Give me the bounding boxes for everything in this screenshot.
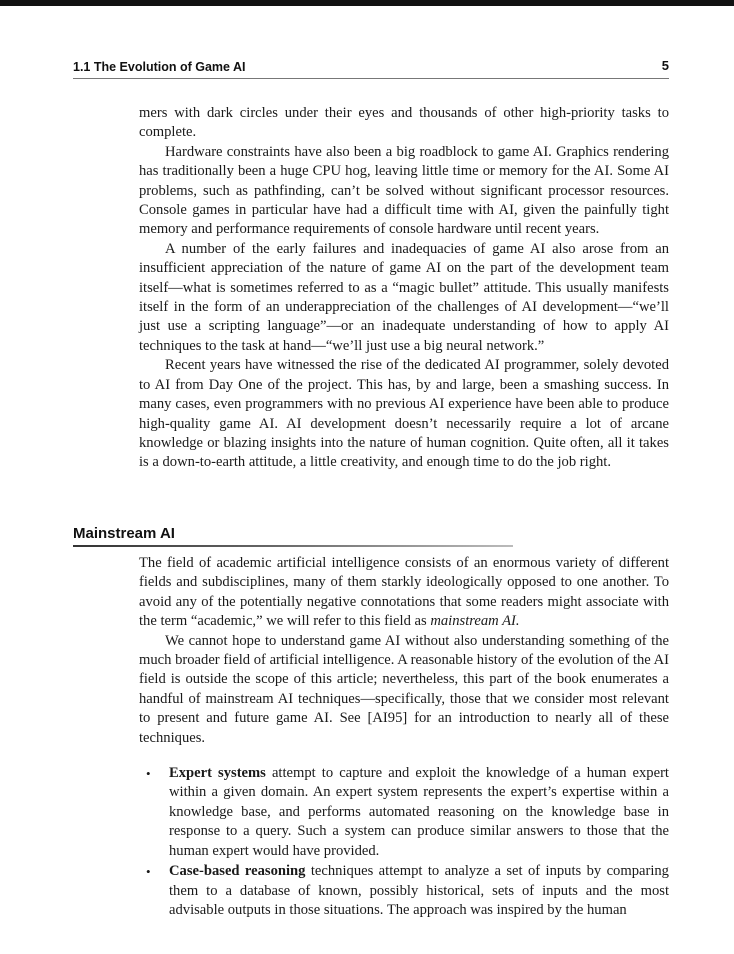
emphasis-mainstream-ai: mainstream AI.: [430, 613, 520, 630]
body-text-section: [139, 554, 669, 921]
paragraph-academic-ai-text: The field of academic artificial intelligence consists of an enormous variety of different fields and subdisciplines, many of them starkly ideologically opposed to one another. To avoid any of the potentially negative connotations that some readers might associate with the term “academic,” we will refer to this field as: [139, 555, 669, 630]
section-rule: [73, 545, 513, 547]
scan-edge: [0, 0, 734, 6]
body-text-top: [139, 104, 669, 473]
paragraph-early-failures: A number of the early failures and inadequacies of game AI also arose from an insufficient appreciation of the nature of game AI on the part of the development team itself—what is sometimes referred to as a “magic bullet” attitude. This usually manifests itself in the form of an underappreciation of the challenges of AI development—“we’ll just use a scripting language”—or an inadequate understanding of how to apply AI techniques to the task at hand—“we’ll just use a big neural network.”: [139, 240, 669, 354]
header-rule: [73, 78, 669, 79]
list-item-term: Expert systems: [169, 765, 266, 782]
bullet-icon: •: [146, 766, 151, 782]
paragraph-continuation: mers with dark circles under their eyes and thousands of other high-priority tasks to complete.: [139, 105, 669, 141]
paragraph-hardware-constraints: Hardware constraints have also been a big roadblock to game AI. Graphics rendering has traditionally been a huge CPU hog, leaving little time or memory for the AI. Some AI problems, such as pathfinding, can’t be solved without significant processor resources. Console games in particular have had a difficult time with AI, given the painfully tight memory and performance requirements of console hardware until recent years.: [139, 143, 669, 238]
list-item-text: attempt to capture and exploit the knowledge of a human expert within a given domain. An expert system represents the expert’s expertise within a knowledge base, and performs automated reasoning on the knowledge base in response to a query. Such a system can produce similar answers to those that the human expert would have provided.: [169, 765, 669, 859]
list-item: [139, 862, 669, 920]
section-heading: Mainstream AI: [73, 525, 175, 542]
list-item-text: techniques attempt to analyze a set of inputs by comparing them to a database of known, possibly historical, sets of inputs and the most advisable outputs in those situations. The approach was inspired by the human: [169, 863, 669, 918]
paragraph-understand-game-ai: We cannot hope to understand game AI without also understanding something of the much broader field of artificial intelligence. A reasonable history of the evolution of the AI field is outside the scope of this article; nevertheless, this part of the book enumerates a handful of mainstream AI techniques—specifically, those that we consider most relevant to present and future game AI. See [AI95] for an introduction to nearly all of these techniques.: [139, 632, 669, 746]
page-number: 5: [661, 58, 669, 73]
list-item: [139, 764, 669, 861]
paragraph-academic-ai: [139, 554, 669, 632]
bullet-icon: •: [146, 864, 151, 880]
running-head: [73, 58, 669, 78]
list-item-term: Case-based reasoning: [169, 863, 306, 880]
paragraph-dedicated-programmer: Recent years have witnessed the rise of the dedicated AI programmer, solely devoted to AI from Day One of the project. This has, by and large, been a smashing success. In many cases, even programmers with no previous AI experience have been able to produce high-quality game AI. AI development doesn’t necessarily require a lot of arcane knowledge or blazing insights into the nature of human cognition. Quite often, all it takes is a down-to-earth attitude, a little creativity, and enough time to do the job right.: [139, 357, 669, 471]
running-head-section-title: 1.1 The Evolution of Game AI: [73, 60, 246, 74]
technique-list: [139, 764, 669, 920]
